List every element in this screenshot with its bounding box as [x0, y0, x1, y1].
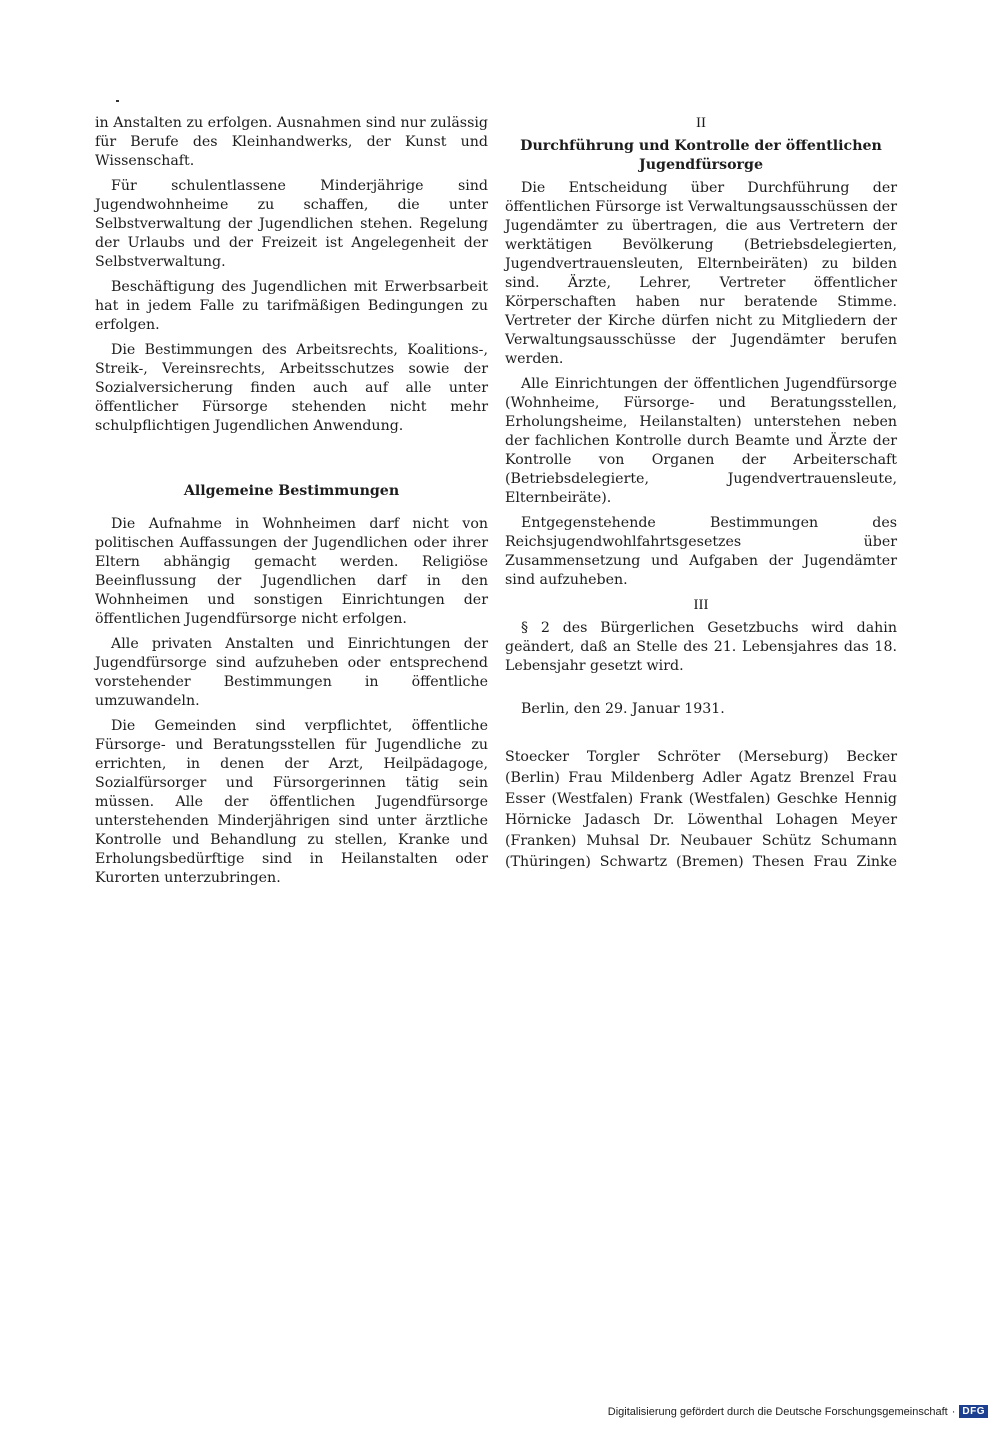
left-paragraph-3: Beschäftigung des Jugendlichen mit Erwerbsarbeit hat in jedem Falle zu tarifmäßigen Bedingungen zu erfolgen.	[95, 279, 488, 333]
print-speck	[116, 100, 119, 102]
right-paragraph-2: Alle Einrichtungen der öffentlichen Jugendfürsorge (Wohnheime, Fürsorge- und Beratungsstellen, Erholungsheime, Heilanstalten) unterstehen neben der fachlichen Kontrolle durch Beamte und Ärzte der Kontrolle von Organen der Arbeiterschaft (Betriebsdelegierte, Jugendvertrauensleute, Elternbeiräte).	[505, 376, 897, 506]
section-heading-control: Durchführung und Kontrolle der öffentlichen Jugendfürsorge	[520, 138, 882, 173]
section-number-3: III	[693, 597, 709, 613]
footer-text: Digitalisierung gefördert durch die Deutsche Forschungsgemeinschaft	[607, 1405, 948, 1418]
left-paragraph-7: Die Gemeinden sind verpflichtet, öffentliche Fürsorge- und Beratungsstellen für Jugendliche zu errichten, in denen der Arzt, Heilpädagoge, Sozialfürsorger und Fürsorgerinnen tätig sein müssen. Alle der öffentlichen Jugendfürsorge unterstehenden Minderjährigen sind unter ärztliche Kontrolle und Behandlung zu stellen, Kranke und Erholungsbedürftige sind in Heilanstalten oder Kurorten unterzubringen.	[95, 718, 488, 886]
left-column	[95, 114, 488, 894]
section-heading-general: Allgemeine Bestimmungen	[183, 483, 400, 499]
right-paragraph-1: Die Entscheidung über Durchführung der öffentlichen Fürsorge ist Verwaltungsausschüssen der Jugendämter zu übertragen, die aus Vertretern der werktätigen Bevölkerung (Betriebsdelegierten, Jugendvertrauensleuten, Elternbeiräten) zu bilden sind. Ärzte, Lehrer, Vertreter öffentlicher Körperschaften haben nur beratende Stimme. Vertreter der Kirche dürfen nicht zu Mitgliedern der Verwaltungsausschüsse der Jugendämter berufen werden.	[505, 180, 897, 367]
footer-separator: ·	[951, 1405, 956, 1418]
left-paragraph-5: Die Aufnahme in Wohnheimen darf nicht von politischen Auffassungen der Jugendlichen oder ihrer Eltern abhängig gemacht werden. Religiöse Beeinflussung der Jugendlichen darf in den Wohnheimen und sonstigen Einrichtungen der öffentlichen Jugendfürsorge nicht erfolgen.	[95, 516, 488, 627]
footer-credit	[608, 1405, 988, 1418]
left-paragraph-1: in Anstalten zu erfolgen. Ausnahmen sind nur zulässig für Berufe des Kleinhandwerks, der Kunst und Wissenschaft.	[95, 115, 488, 169]
date-line: Berlin, den 29. Januar 1931.	[521, 701, 725, 717]
right-paragraph-3: Entgegenstehende Bestimmungen des Reichsjugendwohlfahrtsgesetzes über Zusammensetzung und Aufgaben der Jugendämter sind aufzuheben.	[505, 515, 897, 588]
right-paragraph-4: § 2 des Bürgerlichen Gesetzbuchs wird dahin geändert, daß an Stelle des 21. Lebensjahres das 18. Lebensjahr gesetzt wird.	[505, 620, 897, 674]
left-paragraph-2: Für schulentlassene Minderjährige sind Jugendwohnheime zu schaffen, die unter Selbstverwaltung der Jugendlichen stehen. Regelung der Urlaubs und der Freizeit ist Angelegenheit der Selbstverwaltung.	[95, 178, 488, 270]
dfg-logo: DFG	[959, 1405, 988, 1418]
left-paragraph-4: Die Bestimmungen des Arbeitsrechts, Koalitions-, Streik-, Vereinsrechts, Arbeitsschutzes sowie der Sozialversicherung finden auch auf alle unter öffentlicher Fürsorge stehenden nicht mehr schulpflichtigen Jugendlichen Anwendung.	[95, 342, 488, 434]
signature-list: Stoecker Torgler Schröter (Merseburg) Becker (Berlin) Frau Mildenberg Adler Agatz Brenzel Frau Esser (Westfalen) Frank (Westfalen) Geschke Hennig Hörnicke Jadasch Dr. Löwenthal Lohagen Meyer (Franken) Muhsal Dr. Neubauer Schütz Schumann (Thüringen) Schwartz (Bremen) Thesen Frau Zinke	[505, 749, 897, 870]
right-column	[505, 114, 897, 879]
left-paragraph-6: Alle privaten Anstalten und Einrichtungen der Jugendfürsorge sind aufzuheben oder entsprechend vorstehender Bestimmungen in öffentliche umzuwandeln.	[95, 636, 488, 709]
section-number-2: II	[696, 115, 706, 131]
